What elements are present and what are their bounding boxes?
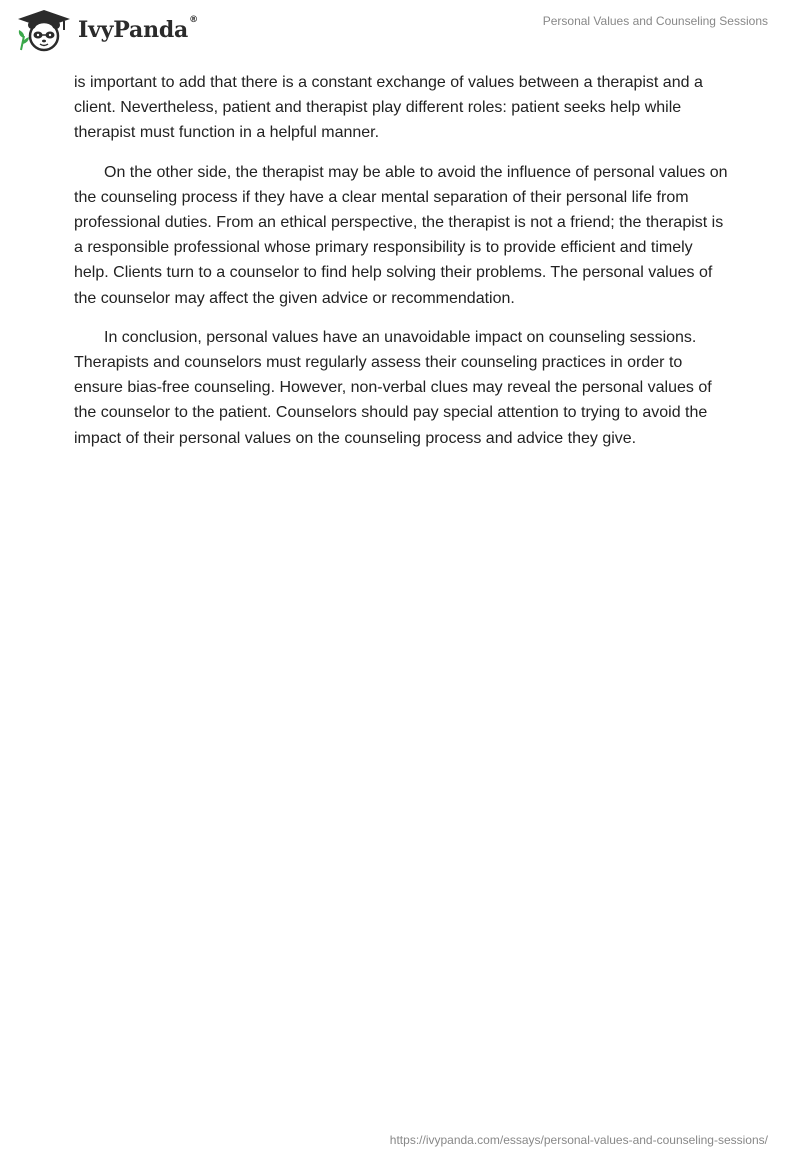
paragraph-continuation: is important to add that there is a constant exchange of values between a therapist and a client. Nevertheless, patient and therapist play different roles: patient seeks help while therapist must function in a helpful manner.	[74, 74, 703, 142]
page-header	[0, 0, 800, 64]
registered-mark: ®	[189, 15, 199, 25]
document-title: Personal Values and Counseling Sessions	[542, 14, 768, 28]
paragraph-therapist-separation: On the other side, the therapist may be able to avoid the influence of personal values on the counseling process if they have a clear mental separation of their personal life from professional duties. From an ethical perspective, the therapist is not a friend; the therapist is a responsible professional whose primary responsibility is to provide efficient and timely help. Clients turn to a counselor to find help solving their problems. The personal values of the counselor may affect the given advice or recommendation.	[74, 163, 728, 307]
ivypanda-logo[interactable]	[16, 8, 198, 52]
panda-logo-icon	[16, 8, 72, 52]
paragraph-conclusion: In conclusion, personal values have an unavoidable impact on counseling sessions. Therapists and counselors must regularly assess their counseling practices in order to ensure bias-free counseling. However, non-verbal clues may reveal the personal values of the counselor to the patient. Counselors should pay special attention to trying to avoid the impact of their personal values on the counseling process and advice they give.	[74, 328, 712, 447]
source-url-link[interactable]: https://ivypanda.com/essays/personal-values-and-counseling-sessions/	[389, 1133, 768, 1147]
brand-name: IvyPanda	[78, 17, 189, 43]
essay-body	[74, 70, 730, 465]
